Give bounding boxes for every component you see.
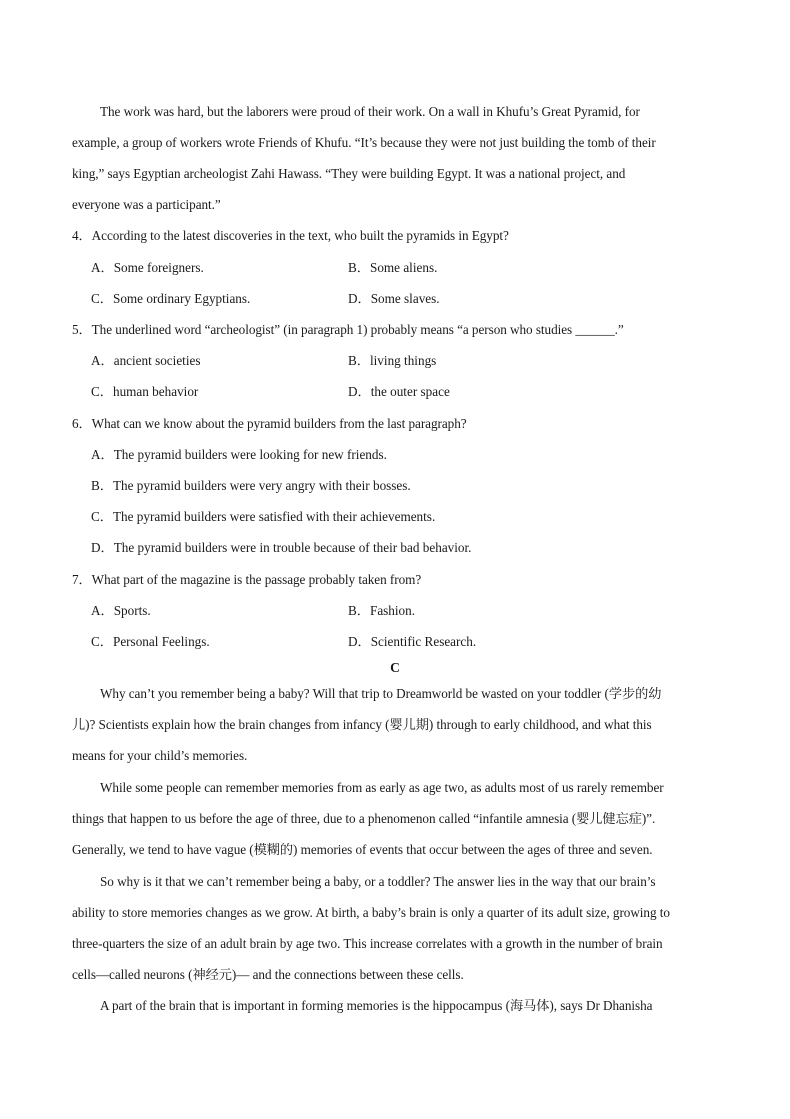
question-7-option-d: D．Scientific Research. (348, 634, 477, 649)
question-7-option-a: A．Sports. (91, 603, 151, 618)
question-4-option-c: C．Some ordinary Egyptians. (91, 291, 251, 306)
question-6-stem: 6．What can we know about the pyramid builders from the last paragraph? (72, 416, 467, 431)
question-5-stem: 5．The underlined word “archeologist” (in paragraph 1) probably means “a person who studies ______.” (72, 322, 624, 337)
passage-line: So why is it that we can’t remember being a baby, or a toddler? The answer lies in the way that our brain’s (100, 874, 656, 889)
passage-line: Why can’t you remember being a baby? Will that trip to Dreamworld be wasted on your toddler (学步的幼 (100, 686, 662, 701)
passage-line: Generally, we tend to have vague (模糊的) memories of events that occur between the ages of three and seven. (72, 842, 653, 857)
passage-line: three-quarters the size of an adult brain by age two. This increase correlates with a growth in the number of brain (72, 936, 663, 951)
passage-line: While some people can remember memories from as early as age two, as adults most of us rarely remember (100, 780, 664, 795)
question-7-option-b: B．Fashion. (348, 603, 416, 618)
question-5-option-d: D．the outer space (348, 384, 450, 399)
question-7-option-c: C．Personal Feelings. (91, 634, 210, 649)
question-6-option-c: C．The pyramid builders were satisfied with their achievements. (91, 509, 436, 524)
passage-line: cells—called neurons (神经元)— and the connections between these cells. (72, 967, 464, 982)
question-6-option-a: A．The pyramid builders were looking for new friends. (91, 447, 387, 462)
question-7-stem: 7．What part of the magazine is the passage probably taken from? (72, 572, 422, 587)
passage-line: A part of the brain that is important in forming memories is the hippocampus (海马体), says Dr Dhanisha (100, 998, 653, 1013)
passage-line: means for your child’s memories. (72, 748, 248, 763)
question-5-option-a: A．ancient societies (91, 353, 201, 368)
question-5-option-c: C．human behavior (91, 384, 199, 399)
question-4-option-d: D．Some slaves. (348, 291, 440, 306)
question-4-option-a: A．Some foreigners. (91, 260, 204, 275)
passage-line: The work was hard, but the laborers were proud of their work. On a wall in Khufu’s Great Pyramid, for (100, 104, 640, 119)
question-4-option-b: B．Some aliens. (348, 260, 438, 275)
question-6-option-d: D．The pyramid builders were in trouble because of their bad behavior. (91, 540, 472, 555)
question-6-option-b: B．The pyramid builders were very angry with their bosses. (91, 478, 411, 493)
question-4-stem: 4．According to the latest discoveries in the text, who built the pyramids in Egypt? (72, 228, 509, 243)
passage-line: example, a group of workers wrote Friends of Khufu. “It’s because they were not just building the tomb of their (72, 135, 656, 150)
passage-line: 儿)? Scientists explain how the brain changes from infancy (婴儿期) through to early childhood, and what this (72, 717, 652, 732)
section-heading: C (390, 660, 400, 675)
passage-line: king,” says Egyptian archeologist Zahi Hawass. “They were building Egypt. It was a national project, and (72, 166, 626, 181)
question-5-option-b: B．living things (348, 353, 437, 368)
passage-line: things that happen to us before the age of three, due to a phenomenon called “infantile amnesia (婴儿健忘症)”. (72, 811, 656, 826)
passage-line: ability to store memories changes as we grow. At birth, a baby’s brain is only a quarter of its adult size, growing to (72, 905, 670, 920)
passage-line: everyone was a participant.” (72, 197, 221, 212)
